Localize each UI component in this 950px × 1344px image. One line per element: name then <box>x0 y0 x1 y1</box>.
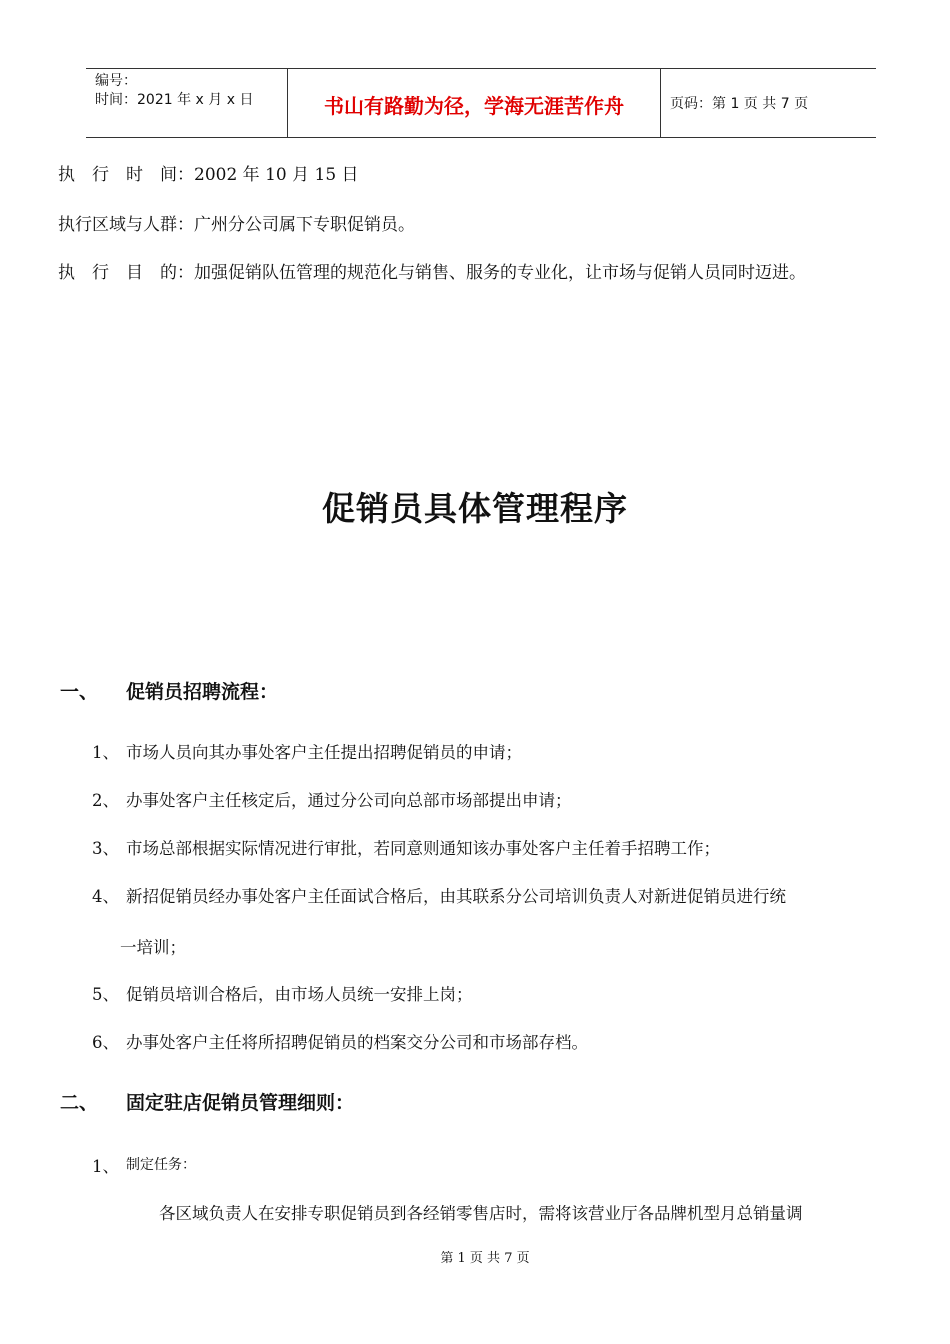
list-item-number: 6、 <box>92 1033 119 1052</box>
section-title: 促销员招聘流程： <box>126 681 279 703</box>
exec-time: 执 行 时 间：2002 年 10 月 15 日 <box>58 165 359 185</box>
list-item-number: 2、 <box>92 791 119 810</box>
header-divider <box>660 69 661 137</box>
header-meta <box>95 72 253 110</box>
header-page-info: 页码：第 1 页 共 7 页 <box>670 96 809 112</box>
header-number-label: 编号： <box>95 73 137 89</box>
list-item-text: 市场总部根据实际情况进行审批，若同意则通知该办事处客户主任着手招聘工作； <box>126 839 720 858</box>
section-number: 一、 <box>60 681 99 703</box>
footer-page-info: 第 1 页 共 7 页 <box>440 1251 530 1266</box>
list-item-number: 1、 <box>92 1157 119 1176</box>
list-item-number: 3、 <box>92 839 119 858</box>
paragraph-text: 各区域负责人在安排专职促销员到各经销零售店时，需将该营业厅各品牌机型月总销量调 <box>159 1204 803 1223</box>
list-item-number: 4、 <box>92 887 119 906</box>
list-item-text: 办事处客户主任将所招聘促销员的档案交分公司和市场部存档。 <box>126 1033 588 1052</box>
header-time-label: 时间：2021 年 x 月 x 日 <box>95 92 254 108</box>
list-item-text: 新招促销员经办事处客户主任面试合格后，由其联系分公司培训负责人对新进促销员进行统 <box>126 887 786 906</box>
list-item-text-continued: 一培训； <box>120 938 186 957</box>
list-item-text: 促销员培训合格后，由市场人员统一安排上岗； <box>126 985 473 1004</box>
exec-area: 执行区域与人群：广州分公司属下专职促销员。 <box>58 215 415 235</box>
section-number: 二、 <box>60 1092 99 1114</box>
list-item-number: 1、 <box>92 743 119 762</box>
document-title: 促销员具体管理程序 <box>322 489 628 528</box>
list-item-text: 办事处客户主任核定后，通过分公司向总部市场部提出申请； <box>126 791 572 810</box>
header-motto: 书山有路勤为径，学海无涯苦作舟 <box>324 94 624 118</box>
list-item-number: 5、 <box>92 985 119 1004</box>
exec-goal: 执 行 目 的：加强促销队伍管理的规范化与销售、服务的专业化，让市场与促销人员同时迈进。 <box>58 263 806 283</box>
list-item-text: 制定任务： <box>126 1157 196 1173</box>
section-title: 固定驻店促销员管理细则： <box>126 1092 355 1114</box>
list-item-text: 市场人员向其办事处客户主任提出招聘促销员的申请； <box>126 743 522 762</box>
